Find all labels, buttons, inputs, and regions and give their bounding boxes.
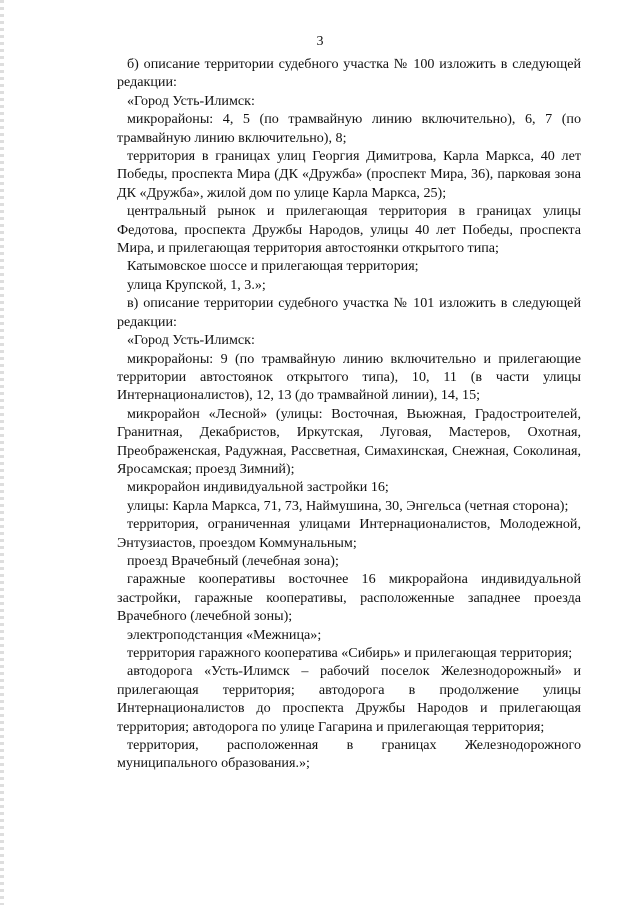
- paragraph: микрорайоны: 9 (по трамвайную линию включительно и прилегающие территории автостоянок открытого типа), 10, 11 (в части улицы Интернационалистов), 12, 13 (до трамвайной линии), 14, 15;: [117, 350, 581, 404]
- paragraph: «Город Усть-Илимск:: [127, 92, 255, 109]
- paragraph: электроподстанция «Межница»;: [127, 626, 322, 643]
- paragraph: проезд Врачебный (лечебная зона);: [127, 552, 339, 569]
- paragraph: микрорайоны: 4, 5 (по трамвайную линию включительно), 6, 7 (по трамвайную линию включительно), 8;: [117, 111, 581, 146]
- scan-edge: [0, 0, 4, 905]
- page-number: 3: [316, 34, 324, 49]
- paragraph: территория, ограниченная улицами Интернационалистов, Молодежной, Энтузиастов, проездом Коммунальным;: [117, 516, 581, 551]
- paragraph: территория гаражного кооператива «Сибирь» и прилегающая территория;: [127, 645, 573, 661]
- paragraph: территория, расположенная в границах Железнодорожного муниципального образования.»;: [117, 737, 581, 772]
- paragraph: в) описание территории судебного участка № 101 изложить в следующей редакции:: [117, 295, 581, 330]
- paragraph: центральный рынок и прилегающая территория в границах улицы Федотова, проспекта Дружбы Народов, улицы 40 лет Победы, проспекта Мира, и прилегающая территория автостоянки открытого типа;: [117, 203, 581, 257]
- document-body: [117, 55, 581, 773]
- paragraph: улицы: Карла Маркса, 71, 73, Наймушина, 30, Энгельса (четная сторона);: [127, 497, 569, 514]
- paragraph: микрорайон индивидуальной застройки 16;: [127, 479, 389, 496]
- paragraph: автодорога «Усть-Илимск – рабочий поселок Железнодорожный» и прилегающая территория; автодорога в продолжение улицы Интернационалистов до проспекта Дружбы Народов и прилегающая территория; автодорога по улице Гагарина и прилегающая территория;: [117, 663, 581, 735]
- paragraph: Катымовское шоссе и прилегающая территория;: [127, 258, 419, 275]
- paragraph: улица Крупской, 1, 3.»;: [127, 276, 266, 293]
- paragraph: гаражные кооперативы восточнее 16 микрорайона индивидуальной застройки, гаражные кооперативы, расположенные западнее проезда Врачебного (лечебной зоны);: [117, 571, 581, 625]
- paragraph: б) описание территории судебного участка № 100 изложить в следующей редакции:: [117, 56, 581, 91]
- paragraph: микрорайон «Лесной» (улицы: Восточная, Вьюжная, Градостроителей, Гранитная, Декабристов, Иркутская, Луговая, Мастеров, Охотная, Преображенская, Радужная, Рассветная, Симахинская, Снежная, Соколиная, Яросамская; проезд Зимний);: [117, 405, 581, 477]
- paragraph: «Город Усть-Илимск:: [127, 332, 255, 349]
- paragraph: территория в границах улиц Георгия Димитрова, Карла Маркса, 40 лет Победы, проспекта Мира (ДК «Дружба» (проспект Мира, 36), парковая зона ДК «Дружба», жилой дом по улице Карла Маркса, 25);: [117, 148, 581, 201]
